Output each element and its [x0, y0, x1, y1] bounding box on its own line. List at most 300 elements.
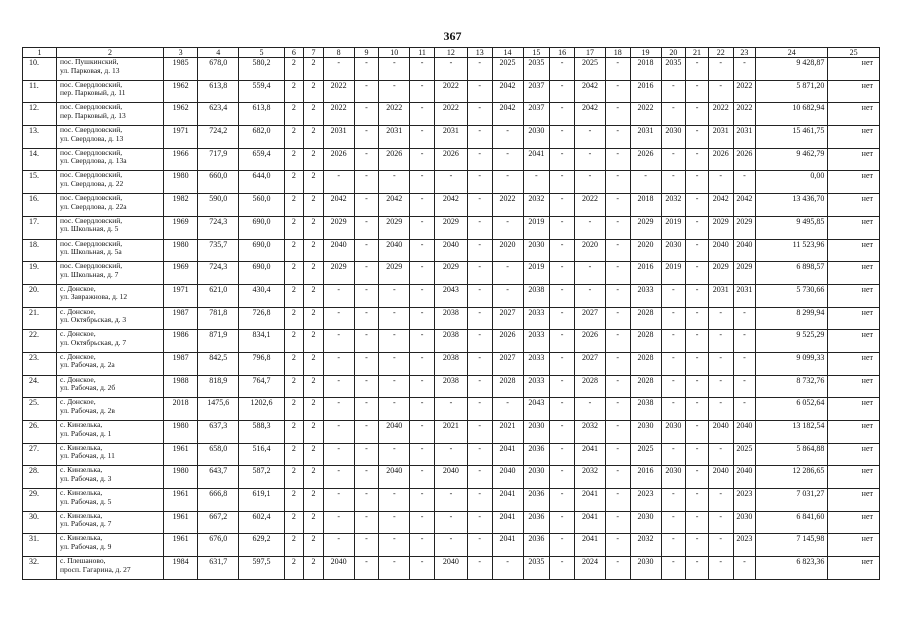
table-cell: -: [686, 239, 709, 262]
table-cell: 13 436,70: [756, 194, 828, 217]
table-cell: -: [575, 216, 606, 239]
table-cell: 2027: [575, 307, 606, 330]
table-cell: 2029: [630, 216, 661, 239]
table-cell: 7 031,27: [756, 489, 828, 512]
table-cell: 9 525,29: [756, 330, 828, 353]
address-cell: [56, 557, 163, 580]
table-cell: -: [605, 216, 630, 239]
address-street: ул. Школьная, д. 5а: [59, 248, 122, 256]
table-cell: -: [434, 511, 467, 534]
table-cell: -: [323, 443, 354, 466]
address-settlement: пос. Пушкинский,: [59, 58, 119, 66]
table-cell: -: [733, 398, 756, 421]
table-cell: 1971: [164, 126, 198, 149]
column-header: 10: [379, 48, 410, 58]
table-cell: 2026: [575, 330, 606, 353]
table-cell: 2040: [733, 239, 756, 262]
table-cell: 842,5: [198, 352, 239, 375]
table-cell: -: [467, 194, 492, 217]
column-header: 14: [492, 48, 523, 58]
table-cell: 2028: [630, 330, 661, 353]
table-cell: -: [605, 126, 630, 149]
table-cell: -: [323, 511, 354, 534]
table-cell: 1962: [164, 80, 198, 103]
table-cell: -: [550, 194, 575, 217]
table-cell: -: [575, 126, 606, 149]
table-cell: -: [686, 421, 709, 444]
table-cell: 871,9: [198, 330, 239, 353]
address-cell: [56, 375, 163, 398]
table-cell: -: [323, 171, 354, 194]
table-cell: -: [605, 171, 630, 194]
table-cell: 13 182,54: [756, 421, 828, 444]
table-cell: -: [661, 398, 686, 421]
table-cell: 2040: [733, 421, 756, 444]
table-cell: 2: [304, 421, 324, 444]
address-settlement: с. Донское,: [59, 330, 96, 339]
table-cell: -: [550, 148, 575, 171]
address-cell: [56, 239, 163, 262]
table-cell: 2041: [492, 489, 523, 512]
table-cell: -: [708, 489, 733, 512]
table-cell: -: [686, 262, 709, 285]
table-cell: -: [323, 534, 354, 557]
table-cell: 644,0: [239, 171, 284, 194]
table-row: [23, 511, 880, 534]
table-cell: 2031: [434, 126, 467, 149]
table-row: [23, 443, 880, 466]
table-row: [23, 171, 880, 194]
table-cell: -: [492, 557, 523, 580]
column-header: 3: [164, 48, 198, 58]
table-cell: -: [708, 80, 733, 103]
table-cell: 516,4: [239, 443, 284, 466]
column-header: 23: [733, 48, 756, 58]
table-cell: 2041: [492, 511, 523, 534]
table-cell: 2032: [523, 194, 550, 217]
table-cell: 1988: [164, 375, 198, 398]
table-row: [23, 489, 880, 512]
table-cell: -: [354, 443, 379, 466]
table-cell: -: [467, 103, 492, 126]
table-cell: 2030: [523, 421, 550, 444]
address-street: ул. Школьная, д. 5: [59, 225, 119, 234]
table-cell: -: [410, 352, 435, 375]
table-cell: 724,2: [198, 126, 239, 149]
table-cell: -: [492, 171, 523, 194]
address-cell: [56, 171, 163, 194]
address-settlement: пос. Свердловский,: [59, 171, 123, 180]
table-cell: -: [605, 375, 630, 398]
table-cell: 1961: [164, 443, 198, 466]
table-cell: 2026: [708, 148, 733, 171]
table-cell: 2016: [630, 262, 661, 285]
table-cell: 2040: [379, 421, 410, 444]
table-cell: -: [379, 171, 410, 194]
table-cell: -: [354, 58, 379, 81]
table-cell: 2028: [630, 352, 661, 375]
table-cell: -: [708, 330, 733, 353]
table-cell: -: [661, 489, 686, 512]
table-row: [23, 126, 880, 149]
table-cell: 2032: [630, 534, 661, 557]
table-cell: -: [686, 216, 709, 239]
address-street: ул. Завражнова, д. 12: [59, 293, 128, 302]
table-cell: 2030: [523, 239, 550, 262]
table-cell: -: [354, 284, 379, 307]
table-cell: 2042: [575, 103, 606, 126]
table-cell: 2: [304, 239, 324, 262]
column-header: 16: [550, 48, 575, 58]
table-cell: 2: [284, 80, 304, 103]
table-cell: 2020: [492, 239, 523, 262]
table-cell: -: [708, 557, 733, 580]
table-cell: -: [410, 171, 435, 194]
table-cell: -: [605, 398, 630, 421]
table-cell: -: [410, 80, 435, 103]
table-cell: 2038: [434, 330, 467, 353]
address-cell: [56, 103, 163, 126]
table-cell: 2: [284, 421, 304, 444]
table-cell: 559,4: [239, 80, 284, 103]
address-settlement: пос. Свердловский,: [59, 262, 123, 271]
address-cell: [56, 421, 163, 444]
table-cell: 1966: [164, 148, 198, 171]
table-cell: 678,0: [198, 58, 239, 81]
table-cell: -: [379, 375, 410, 398]
table-cell: -: [354, 239, 379, 262]
table-cell: -: [550, 375, 575, 398]
table-cell: -: [708, 511, 733, 534]
table-row: [23, 239, 880, 262]
table-cell: 2033: [523, 307, 550, 330]
row-number: 29.: [23, 489, 57, 512]
address-settlement: с. Кинзелька,: [59, 489, 103, 498]
table-cell: -: [379, 534, 410, 557]
table-cell: 2032: [575, 421, 606, 444]
address-cell: [56, 489, 163, 512]
row-number: 28.: [23, 466, 57, 489]
table-cell: 1987: [164, 352, 198, 375]
table-cell: 2: [284, 375, 304, 398]
table-cell: 2027: [492, 352, 523, 375]
table-cell: 2038: [630, 398, 661, 421]
table-cell: 2042: [575, 80, 606, 103]
table-cell: -: [708, 352, 733, 375]
table-cell: -: [467, 330, 492, 353]
table-cell: -: [661, 375, 686, 398]
table-cell: 9 099,33: [756, 352, 828, 375]
table-cell: 2030: [523, 466, 550, 489]
address-cell: [56, 216, 163, 239]
table-cell: -: [410, 557, 435, 580]
row-number: 12.: [23, 103, 57, 126]
table-cell: 2: [304, 443, 324, 466]
table-cell: -: [523, 171, 550, 194]
table-cell: -: [410, 511, 435, 534]
table-cell: -: [354, 534, 379, 557]
address-settlement: с. Кинзелька,: [59, 534, 103, 543]
table-cell: 2042: [492, 103, 523, 126]
table-cell: -: [550, 307, 575, 330]
table-cell: -: [605, 511, 630, 534]
table-cell: 724,3: [198, 262, 239, 285]
table-cell: 9 462,79: [756, 148, 828, 171]
table-cell: 2031: [379, 126, 410, 149]
table-cell: -: [354, 262, 379, 285]
table-cell: -: [379, 58, 410, 81]
table-cell: -: [379, 330, 410, 353]
column-header: 17: [575, 48, 606, 58]
table-cell: -: [661, 557, 686, 580]
table-cell: -: [733, 171, 756, 194]
table-cell: -: [354, 557, 379, 580]
table-cell: -: [686, 103, 709, 126]
row-number: 21.: [23, 307, 57, 330]
table-cell: 2022: [708, 103, 733, 126]
column-header: 4: [198, 48, 239, 58]
table-cell: -: [323, 352, 354, 375]
table-cell: -: [379, 398, 410, 421]
table-cell: 2030: [733, 511, 756, 534]
table-cell: 1961: [164, 534, 198, 557]
table-cell: 10 682,94: [756, 103, 828, 126]
table-cell: -: [467, 148, 492, 171]
table-cell: -: [467, 557, 492, 580]
table-cell: 2028: [575, 375, 606, 398]
table-cell: -: [575, 262, 606, 285]
table-cell: 2: [284, 557, 304, 580]
table-cell: 623,4: [198, 103, 239, 126]
table-cell: -: [467, 58, 492, 81]
table-row: [23, 398, 880, 421]
table-cell: -: [354, 126, 379, 149]
table-cell: -: [550, 489, 575, 512]
table-cell: -: [354, 398, 379, 421]
table-cell: нет: [828, 148, 880, 171]
table-cell: -: [410, 375, 435, 398]
table-cell: 2040: [434, 557, 467, 580]
address-street: ул. Рабочая, д. 9: [59, 542, 112, 551]
table-cell: 1984: [164, 557, 198, 580]
address-settlement: пос. Свердловский,: [59, 239, 123, 248]
address-cell: [56, 330, 163, 353]
table-cell: -: [733, 307, 756, 330]
table-cell: 2022: [434, 80, 467, 103]
table-cell: 2: [304, 216, 324, 239]
table-cell: 2040: [708, 239, 733, 262]
table-cell: 2: [304, 398, 324, 421]
column-header: 13: [467, 48, 492, 58]
address-cell: [56, 194, 163, 217]
table-cell: -: [410, 443, 435, 466]
table-cell: 2030: [661, 466, 686, 489]
table-cell: 2040: [323, 557, 354, 580]
address-cell: [56, 398, 163, 421]
address-cell: [56, 466, 163, 489]
address-cell: [56, 80, 163, 103]
table-cell: 2033: [523, 352, 550, 375]
table-cell: -: [550, 103, 575, 126]
table-cell: 2018: [630, 58, 661, 81]
table-cell: 2: [304, 352, 324, 375]
address-street: ул. Свердлова, д. 13: [59, 134, 124, 143]
table-cell: 2033: [523, 330, 550, 353]
table-cell: 2028: [492, 375, 523, 398]
table-cell: -: [410, 421, 435, 444]
table-cell: -: [550, 557, 575, 580]
table-cell: -: [605, 148, 630, 171]
table-cell: -: [354, 330, 379, 353]
table-cell: 602,4: [239, 511, 284, 534]
table-cell: -: [686, 443, 709, 466]
table-cell: 2: [284, 398, 304, 421]
table-cell: -: [467, 398, 492, 421]
address-cell: [56, 58, 163, 81]
table-cell: 2040: [708, 466, 733, 489]
table-row: [23, 216, 880, 239]
table-cell: 2: [284, 148, 304, 171]
table-cell: 726,8: [239, 307, 284, 330]
address-cell: [56, 443, 163, 466]
table-cell: -: [708, 534, 733, 557]
column-header: 20: [661, 48, 686, 58]
table-cell: 2032: [575, 466, 606, 489]
row-number: 23.: [23, 352, 57, 375]
table-cell: 2038: [434, 375, 467, 398]
table-cell: -: [467, 375, 492, 398]
column-header: 25: [828, 48, 880, 58]
table-cell: -: [661, 330, 686, 353]
table-cell: -: [492, 262, 523, 285]
table-cell: -: [550, 398, 575, 421]
address-street: пер. Парковый, д. 11: [59, 89, 126, 98]
table-cell: 2029: [434, 216, 467, 239]
table-cell: -: [467, 511, 492, 534]
table-cell: -: [550, 443, 575, 466]
table-cell: 2: [304, 511, 324, 534]
table-cell: -: [323, 284, 354, 307]
table-cell: 2038: [523, 284, 550, 307]
table-cell: -: [661, 284, 686, 307]
table-cell: 2043: [523, 398, 550, 421]
table-row: [23, 352, 880, 375]
table-cell: -: [550, 262, 575, 285]
table-cell: 2022: [323, 80, 354, 103]
table-cell: -: [379, 352, 410, 375]
table-cell: -: [323, 421, 354, 444]
table-cell: -: [492, 148, 523, 171]
table-cell: 2: [304, 375, 324, 398]
table-cell: 587,2: [239, 466, 284, 489]
table-cell: 1961: [164, 489, 198, 512]
table-cell: 1962: [164, 103, 198, 126]
table-cell: -: [467, 421, 492, 444]
address-street: ул. Октябрьская, д. 7: [59, 338, 127, 347]
table-cell: -: [379, 511, 410, 534]
table-cell: 2: [304, 58, 324, 81]
register-table: [22, 47, 880, 580]
table-cell: -: [550, 466, 575, 489]
table-cell: -: [410, 58, 435, 81]
table-cell: -: [605, 80, 630, 103]
table-cell: 781,8: [198, 307, 239, 330]
table-cell: 6 841,60: [756, 511, 828, 534]
table-cell: нет: [828, 58, 880, 81]
table-cell: 2036: [523, 511, 550, 534]
column-header: 18: [605, 48, 630, 58]
table-cell: 2018: [630, 194, 661, 217]
column-header: 9: [354, 48, 379, 58]
table-cell: 2019: [523, 216, 550, 239]
table-cell: 2022: [630, 103, 661, 126]
row-number: 11.: [23, 80, 57, 103]
column-header: 8: [323, 48, 354, 58]
table-cell: -: [686, 80, 709, 103]
table-cell: 2022: [379, 103, 410, 126]
table-cell: -: [379, 80, 410, 103]
table-cell: 2: [304, 126, 324, 149]
address-street: ул. Свердлова, д. 22а: [59, 202, 127, 211]
table-cell: 15 461,75: [756, 126, 828, 149]
column-header: 1: [23, 48, 57, 58]
table-cell: -: [733, 375, 756, 398]
table-cell: -: [605, 58, 630, 81]
table-cell: 1961: [164, 511, 198, 534]
table-cell: 613,8: [198, 80, 239, 103]
table-cell: -: [605, 307, 630, 330]
table-cell: -: [550, 58, 575, 81]
table-cell: 643,7: [198, 466, 239, 489]
table-cell: -: [323, 398, 354, 421]
table-cell: 2025: [733, 443, 756, 466]
table-cell: 8 299,94: [756, 307, 828, 330]
table-cell: -: [323, 489, 354, 512]
table-cell: -: [467, 466, 492, 489]
table-cell: -: [467, 534, 492, 557]
table-cell: -: [661, 103, 686, 126]
table-cell: 2: [304, 557, 324, 580]
table-cell: -: [605, 352, 630, 375]
table-cell: 6 823,36: [756, 557, 828, 580]
table-cell: 597,5: [239, 557, 284, 580]
table-row: [23, 307, 880, 330]
table-cell: -: [410, 239, 435, 262]
address-street: ул. Рабочая, д. 3: [59, 474, 112, 483]
table-cell: -: [379, 443, 410, 466]
address-settlement: с. Кинзелька,: [59, 421, 103, 429]
address-street: ул. Рабочая, д. 11: [59, 452, 115, 461]
table-cell: нет: [828, 307, 880, 330]
address-settlement: пос. Свердловский,: [59, 194, 123, 203]
table-cell: 2036: [523, 443, 550, 466]
table-cell: 2029: [708, 262, 733, 285]
table-cell: 682,0: [239, 126, 284, 149]
address-settlement: с. Донское,: [59, 284, 96, 293]
table-cell: 690,0: [239, 239, 284, 262]
table-cell: -: [708, 171, 733, 194]
header-row: [23, 48, 880, 58]
table-cell: 2030: [523, 126, 550, 149]
table-cell: -: [550, 534, 575, 557]
table-cell: 2040: [708, 421, 733, 444]
table-cell: нет: [828, 511, 880, 534]
table-cell: 2022: [733, 80, 756, 103]
row-number: 18.: [23, 239, 57, 262]
table-cell: 1475,6: [198, 398, 239, 421]
address-settlement: с. Кинзелька,: [59, 511, 103, 520]
table-cell: 2: [304, 171, 324, 194]
